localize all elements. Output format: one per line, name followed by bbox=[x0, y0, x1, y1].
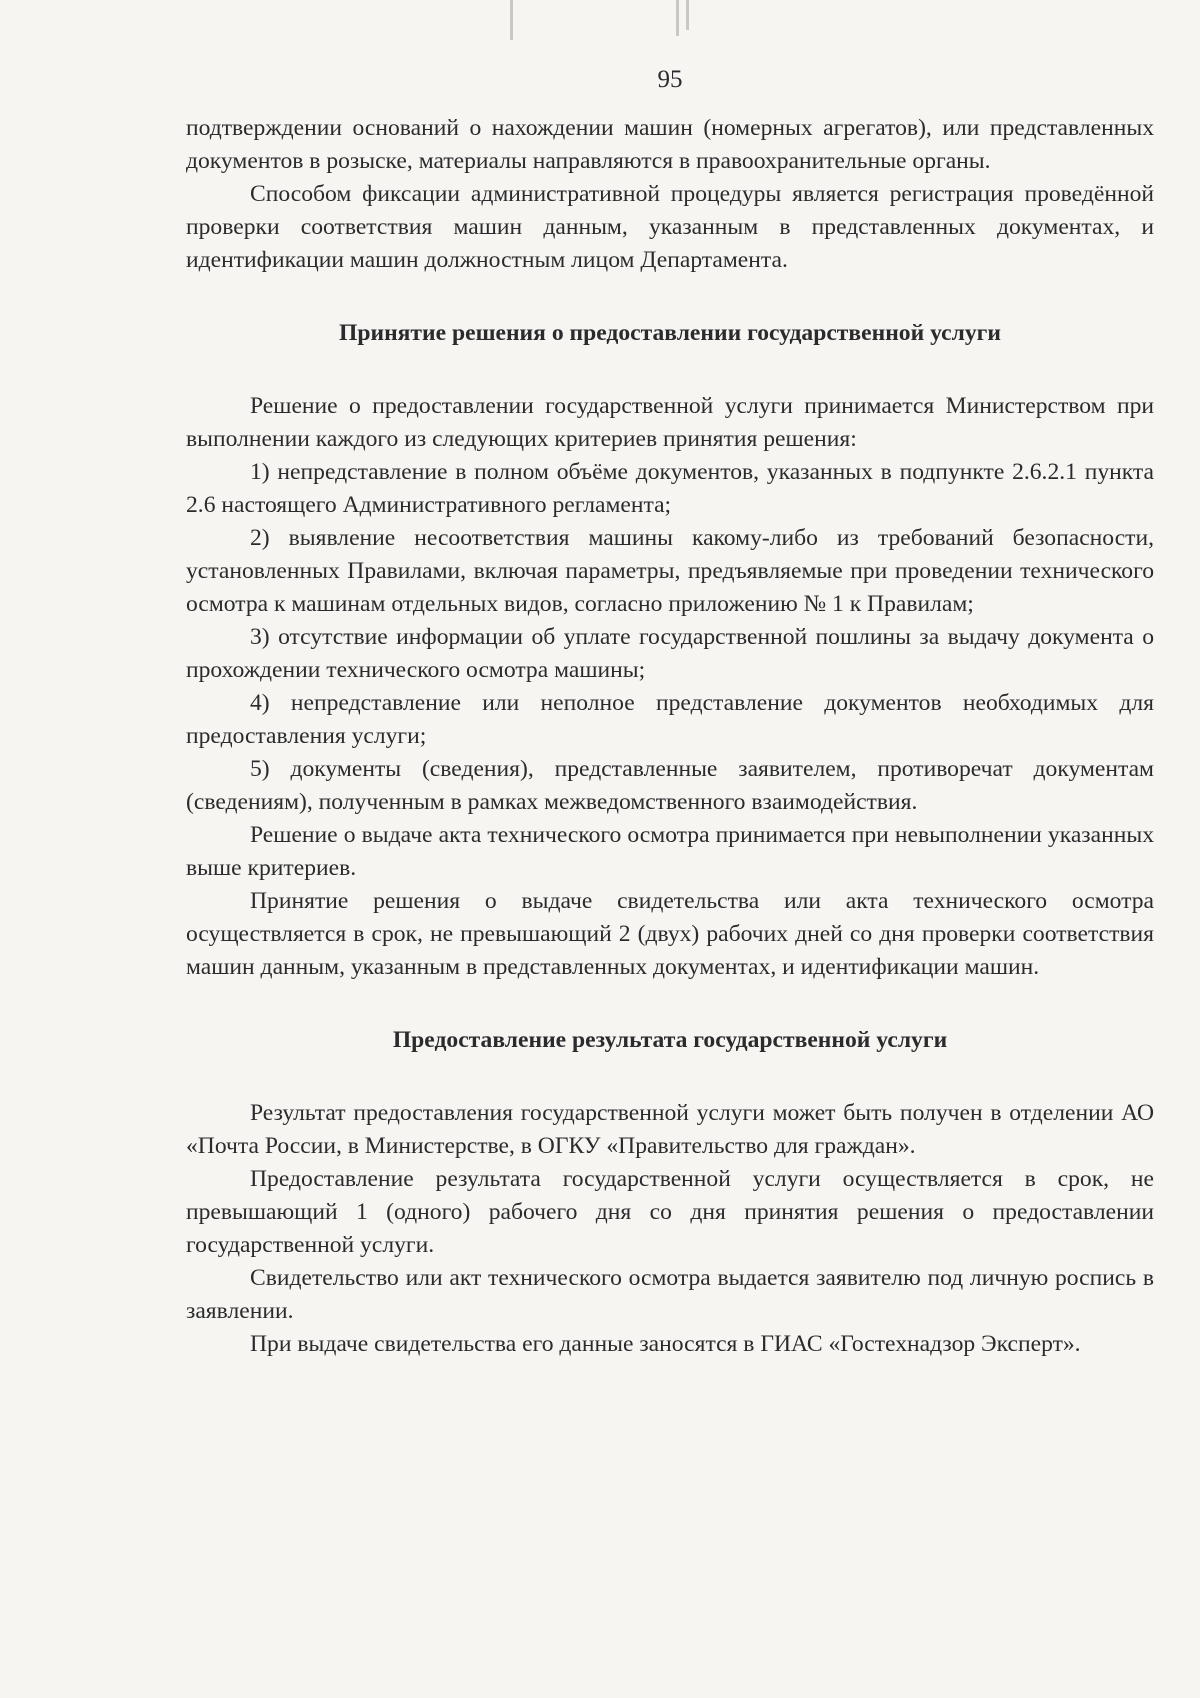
list-item: 5) документы (сведения), представленные заявителем, противоречат документам (сведениям), полученным в рамках межведомственного взаимодействия. bbox=[186, 756, 1154, 815]
document-body bbox=[186, 112, 1154, 1361]
scan-artifact bbox=[510, 0, 513, 40]
section-heading: Принятие решения о предоставлении государственной услуги bbox=[339, 320, 1001, 346]
scan-artifact bbox=[686, 0, 689, 30]
paragraph: Принятие решения о выдаче свидетельства или акта технического осмотра осуществляется в срок, не превышающий 2 (двух) рабочих дней со дня проверки соответствия машин данным, указанным в представленных документах, и идентификации машин. bbox=[186, 888, 1154, 980]
paragraph: При выдаче свидетельства его данные заносятся в ГИАС «Гостехнадзор Эксперт». bbox=[250, 1331, 1081, 1357]
paragraph: Результат предоставления государственной услуги может быть получен в отделении АО «Почта России, в Министерстве, в ОГКУ «Правительство для граждан». bbox=[186, 1100, 1154, 1159]
paragraph: Способом фиксации административной процедуры является регистрация проведённой проверки соответствия машин данным, указанным в представленных документах, и идентификации машин должностным лицом Департамента. bbox=[186, 181, 1154, 273]
list-item: 4) непредставление или неполное представление документов необходимых для предоставления услуги; bbox=[186, 690, 1154, 749]
paragraph: Решение о выдаче акта технического осмотра принимается при невыполнении указанных выше критериев. bbox=[186, 822, 1154, 881]
section-heading: Предоставление результата государственной услуги bbox=[392, 1027, 948, 1053]
list-item: 3) отсутствие информации об уплате государственной пошлины за выдачу документа о прохождении технического осмотра машины; bbox=[186, 624, 1154, 683]
paragraph: Предоставление результата государственной услуги осуществляется в срок, не превышающий 1 (одного) рабочего дня со дня принятия решения о предоставлении государственной услуги. bbox=[186, 1166, 1154, 1258]
paragraph: Свидетельство или акт технического осмотра выдается заявителю под личную роспись в заявлении. bbox=[186, 1265, 1154, 1324]
page-number: 95 bbox=[657, 66, 683, 93]
list-item: 1) непредставление в полном объёме документов, указанных в подпункте 2.6.2.1 пункта 2.6 настоящего Административного регламента; bbox=[186, 459, 1154, 518]
paragraph: подтверждении оснований о нахождении машин (номерных агрегатов), или представленных документов в розыске, материалы направляются в правоохранительные органы. bbox=[186, 115, 1154, 174]
scan-artifact bbox=[676, 0, 679, 36]
paragraph: Решение о предоставлении государственной услуги принимается Министерством при выполнении каждого из следующих критериев принятия решения: bbox=[186, 393, 1154, 452]
list-item: 2) выявление несоответствия машины какому-либо из требований безопасности, установленных Правилами, включая параметры, предъявляемые при проведении технического осмотра к машинам отдельных видов, согласно приложению № 1 к Правилам; bbox=[186, 525, 1154, 617]
